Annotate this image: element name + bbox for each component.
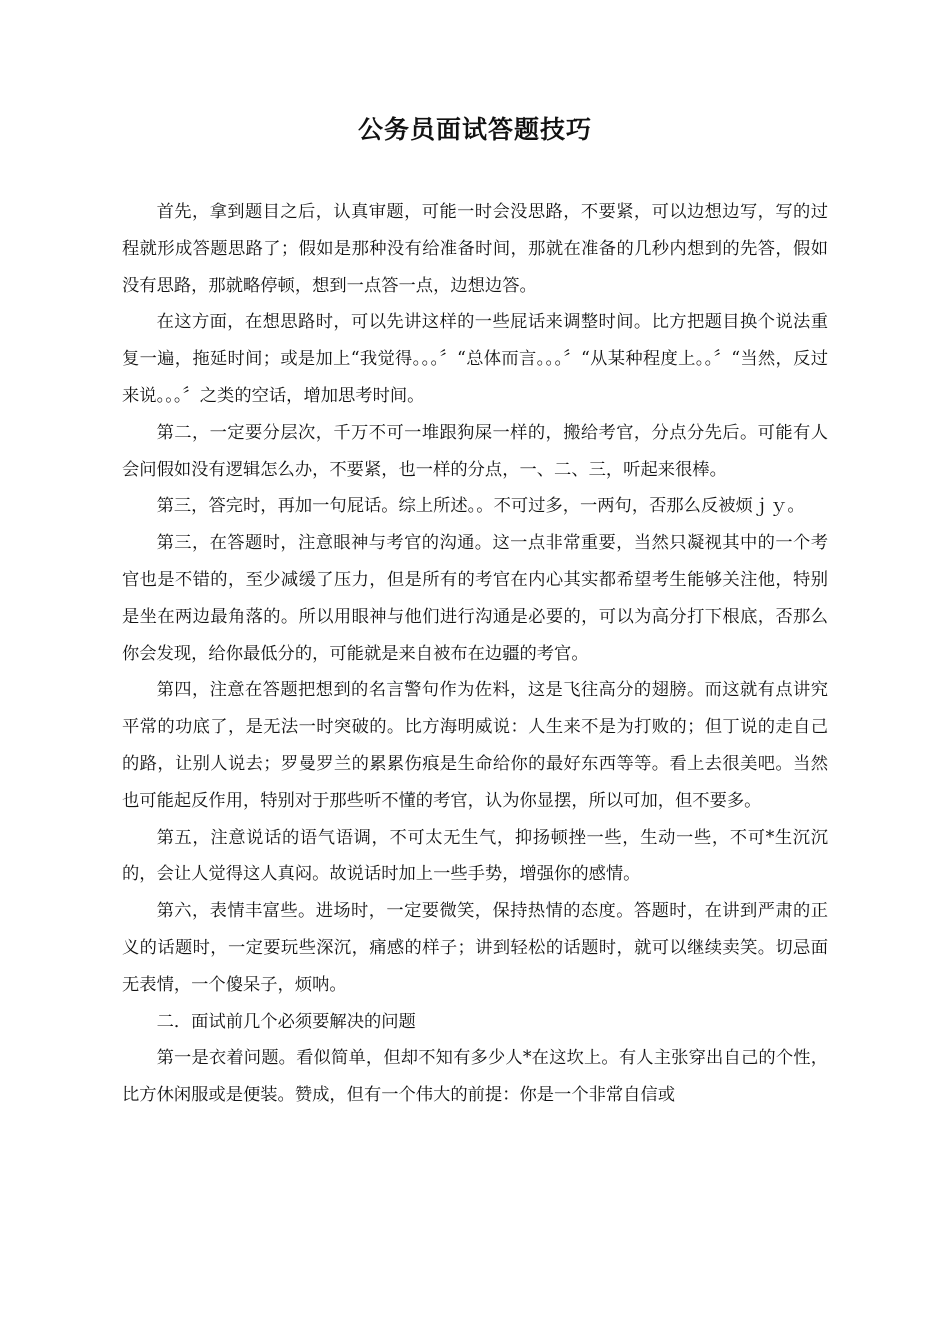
document-title: 公务员面试答题技巧	[357, 115, 592, 144]
paragraph-2: 在这方面，在想思路时，可以先讲这样的一些屁话来调整时间。比方把题目换个说法重复一遍，拖延时间；或是加上“我觉得。。。〞“总体而言。。。〞“从某种程度上。。〞“当然，反过来说。。。〞之类的空话，增加思考时间。	[122, 312, 828, 406]
paragraph-9: 第一是衣着问题。看似简单，但却不知有多少人*在这坎上。有人主张穿出自己的个性，比方休闲服或是便装。赞成，但有一个伟大的前提：你是一个非常自信或	[122, 1048, 828, 1106]
document-page	[122, 112, 828, 1114]
paragraph-1: 首先，拿到题目之后，认真审题，可能一时会没思路，不要紧，可以边想边写，写的过程就形成答题思路了；假如是那种没有给准备时间，那就在准备的几秒内想到的先答，假如没有思路，那就略停顿，想到一点答一点，边想边答。	[122, 202, 828, 296]
paragraph-8: 第六，表情丰富些。进场时，一定要微笑，保持热情的态度。答题时，在讲到严肃的正义的话题时，一定要玩些深沉，痛感的样子；讲到轻松的话题时，就可以继续卖笑。切忌面无表情，一个傻呆子，烦呐。	[122, 901, 828, 995]
paragraph-7: 第五，注意说话的语气语调，不可太无生气，抑扬顿挫一些，生动一些，不可*生沉沉的，会让人觉得这人真闷。故说话时加上一些手势，增强你的感情。	[122, 827, 828, 885]
paragraph-6: 第四，注意在答题把想到的名言警句作为佐料，这是飞往高分的翅膀。而这就有点讲究平常的功底了，是无法一时突破的。比方海明威说：人生来不是为打败的；但丁说的走自己的路，让别人说去；罗曼罗兰的累累伤痕是生命给你的最好东西等等。看上去很美吧。当然也可能起反作用，特别对于那些听不懂的考官，认为你显摆，所以可加，但不要多。	[122, 680, 828, 811]
section-heading: 二．面试前几个必须要解决的问题	[156, 1011, 416, 1032]
paragraph-3: 第二，一定要分层次，千万不可一堆跟狗屎一样的，搬给考官，分点分先后。可能有人会问假如没有逻辑怎么办，不要紧，也一样的分点，一、二、三，听起来很棒。	[122, 422, 828, 480]
paragraph-5: 第三，在答题时，注意眼神与考官的沟通。这一点非常重要，当然只凝视其中的一个考官也是不错的，至少减缓了压力，但是所有的考官在内心其实都希望考生能够关注他，特别是坐在两边最角落的。所以用眼神与他们进行沟通是必要的，可以为高分打下根底，否那么你会发现，给你最低分的，可能就是来自被布在边疆的考官。	[122, 533, 828, 664]
paragraph-4: 第三，答完时，再加一句屁话。综上所述。。不可过多，一两句，否那么反被烦ｊｙ。	[156, 496, 805, 517]
